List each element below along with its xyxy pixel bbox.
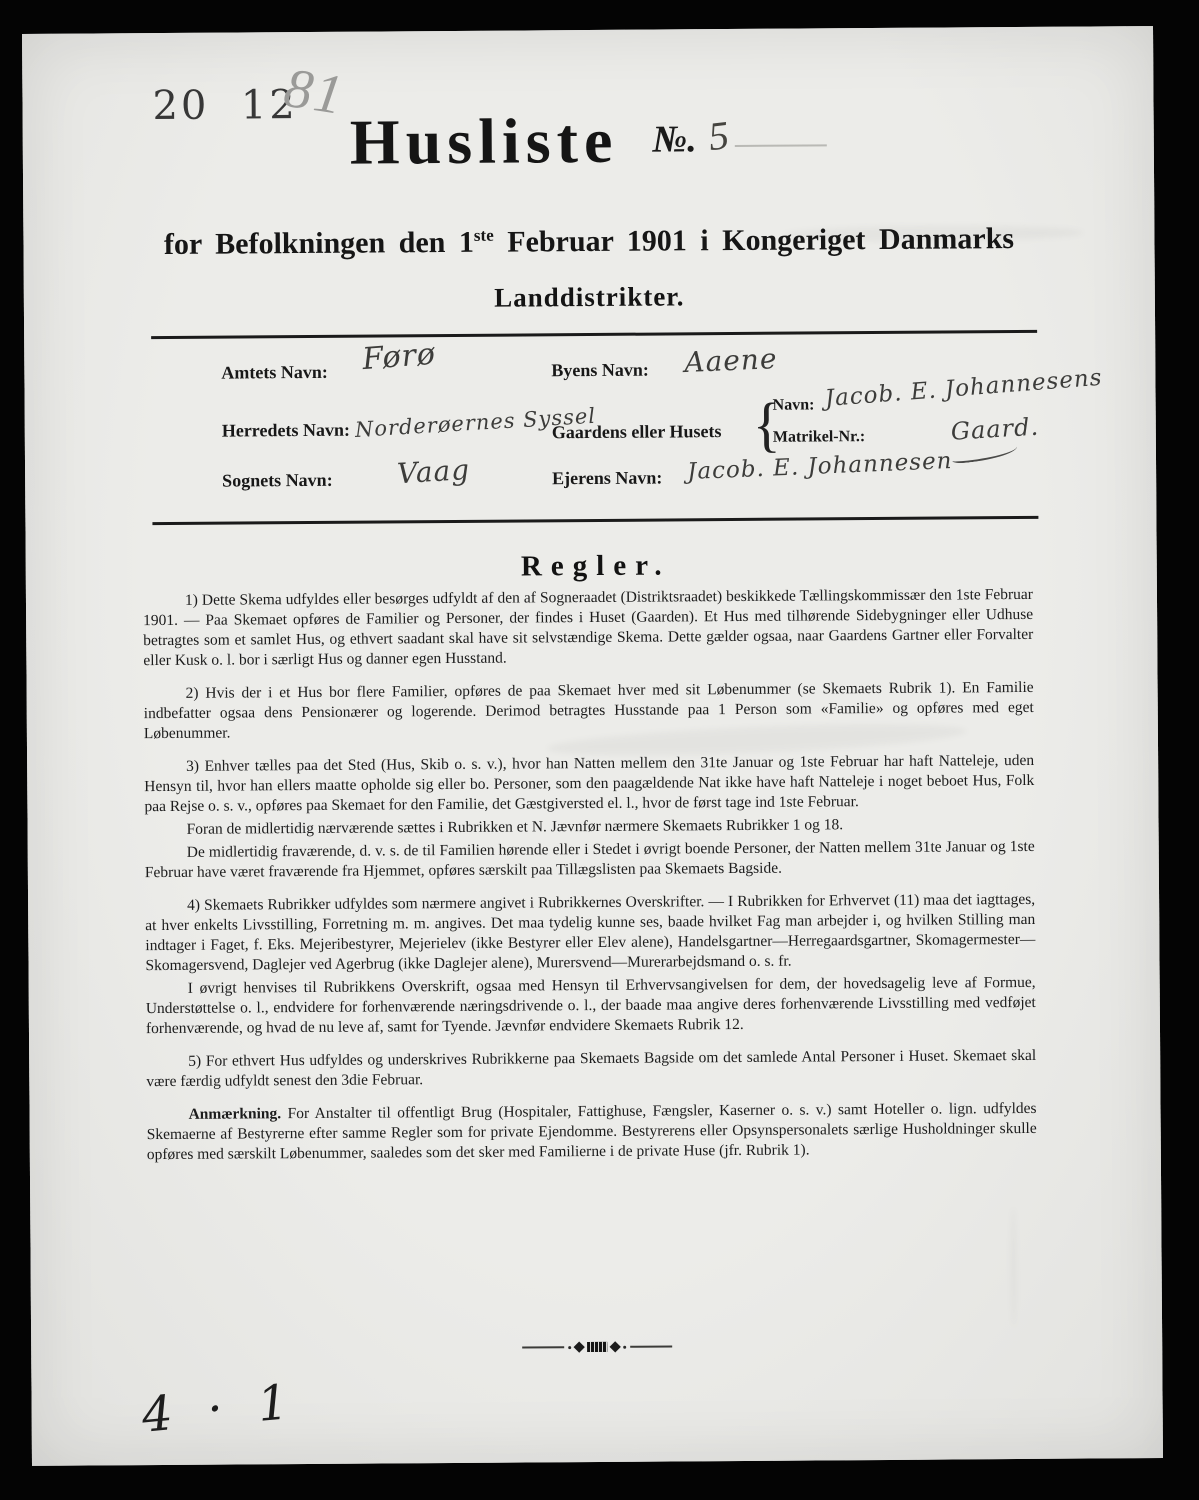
ejer-name-text: Jacob. E. Johannesen [686, 448, 953, 486]
rule-3: 3) Enhver tælles paa det Sted (Hus, Skib o. s. v.), hvor han Natten mellem den 31te Januar og 1ste Februar har haft Natteleje, uden Hensyn til, hvor han ellers maatte opholde sig eller bo. Personer, som den paagældende Nat ikke have haft Natteleje i noget beboet Hus, Folk paa Rejse o. s. v., opføres paa Skemaet for den Familie, det Gæstgiversted el. l., hvor de først tage ind 1ste Februar. [144, 751, 1035, 816]
ornament-dot [568, 1346, 571, 1349]
ornament-diamond [609, 1341, 620, 1352]
rule-4: 4) Skemaets Rubrikker udfyldes som nærmere angivet i Rubrikkernes Overskrifter. — I Rubrikken for Erhvervet (11) maa det iagttages, at hver enkelts Livsstilling, Forretning m. m. angives. Det maa tydelig kunne ses, baade hvilket Fag man arbejder i, og hvilken Stilling man indtager i Faget, f. Eks. Mejeribestyrer, Mejerielev (ikke Bestyrer eller Elev alene), Handelsgartner—Herregaardsgartner, Skomagermester—Skomagersvend, Daglejer ved Agerbrug (ikke Daglejer alene), Murersvend—Murerarbejdsmand o. s. fr. [145, 890, 1036, 975]
rule-2: 2) Hvis der i et Hus bor flere Familier, opføres de paa Skemaet hver med sit Løbenummer (se Skemaets Rubrik 1). En Familie indbefatter ogsaa dens Pensionærer og logerende. Derimod betragtes Husstande paa 1 Person som «Familie» og opføres med eget Løbenummer. [143, 678, 1034, 743]
rules-heading: Regler. [520, 549, 671, 583]
divider-rule-top [151, 330, 1037, 339]
amt-handwritten-value: Førø [361, 336, 438, 378]
page-title: Husliste [349, 104, 619, 178]
stamped-serial-number: 20 12 [152, 82, 298, 130]
number-sign: №. [652, 118, 697, 161]
amt-label: Amtets Navn: [221, 361, 328, 383]
rule-4-continuation: I øvrigt henvises til Rubrikkens Overskrift, ogsaa med Hensyn til Erhvervsangivelsen for dem, der hovedsagelig leve af Formue, Understøttelse o. l., endvidere for forhenværende næringsdrivende o. l., der baade maa angive deres forhenværende Livsstilling med vedføjet forhenværende, og hvad de nu leve af, samt for Tyende. Jævnfør endvidere Skemaets Rubrik 12. [145, 973, 1036, 1038]
herred-label: Herredets Navn: [221, 419, 350, 441]
sogn-handwritten-value: Vaag [396, 452, 471, 491]
handwritten-list-number: 5 [706, 112, 732, 160]
byen-label: Byens Navn: [551, 359, 649, 381]
gaard-navn-label: Navn: [772, 396, 815, 414]
divider-rule-bottom [152, 516, 1038, 525]
gaard-navn-handwritten-value: Jacob. E. Johannesens [823, 364, 1104, 413]
subtitle-pre: for Befolkningen den 1 [163, 225, 475, 261]
gaard-label: Gaardens eller Husets [551, 421, 722, 443]
ejer-label: Ejerens Navn: [552, 467, 663, 489]
remark-label: Anmærkning. [188, 1105, 282, 1123]
ornament-center-block [587, 1342, 607, 1352]
fold-line-smudge [1010, 1207, 1017, 1327]
herred-handwritten-value: Norderøernes Syssel [354, 403, 597, 442]
pen-flourish [952, 443, 1019, 464]
ornament-divider [31, 1338, 1162, 1356]
remark-text: For Anstalter til offentligt Brug (Hospitaler, Fattighuse, Fængsler, Kaserner o. s. v.) samt Hoteller o. lign. udfyldes Skemaerne af Bestyrerne efter samme Regler som for private Ejendomme. Bestyrerens eller Opsynspersonalets særlige Husholdninger skulle opføres med særskilt Løbenummer, saaledes som det sker med Familierne i de private Huse (jfr. Rubrik 1). [146, 1099, 1037, 1164]
paper-sheet [22, 26, 1163, 1466]
rule-3-continuation-b: De midlertidig fraværende, d. v. s. de til Familien hørende eller i Stedet i øvrigt boende Personer, der Natten mellem 31te Januar og 1ste Februar have været fraværende fra Hjemmet, opføres særskilt paa Tillægslisten paa Skemaets Bagside. [144, 837, 1035, 882]
pencil-page-note: 4 · 1 [139, 1373, 301, 1444]
gaard-navn-handwritten-value-line2: Gaard. [950, 412, 1040, 446]
subtitle-ordinal: ste [473, 225, 494, 245]
sogn-label: Sognets Navn: [222, 469, 333, 491]
ejer-handwritten-value [687, 445, 1019, 485]
rule-5: 5) For ethvert Hus udfyldes og underskrives Rubrikkerne paa Skemaets Bagside om det samlede Antal Personer i Huset. Skemaet skal være færdig udfyldt senest den 3die Februar. [146, 1046, 1037, 1091]
subtitle-post: Februar 1901 i Kongeriget Danmarks [493, 222, 1015, 259]
pencil-number: 81 [280, 56, 349, 128]
ornament-line-left [522, 1346, 564, 1348]
rule-3-continuation-a: Foran de midlertidig nærværende sættes i Rubrikken et N. Jævnfør nærmere Skemaets Rubrikker 1 og 18. [186, 816, 844, 838]
ornament-line-right [630, 1345, 672, 1347]
matrikel-label: Matrikel-Nr.: [772, 428, 866, 446]
rules-text-block [143, 585, 1037, 1165]
rule-1: 1) Dette Skema udfyldes eller besørges udfyldt af den af Sogneraadet (Distriktsraadet) beskikkede Tællingskommissær den 1ste Februar 1901. — Paa Skemaet opføres de Familier og Personer, der findes i Huset (Gaarden). Et Hus med tilhørende Sidebygninger eller Udhuse betragtes som et samlet Hus, og ethvert saadant skal have sit selvstændige Skema. Dette gælder ogsaa, naar Gaardens Gartner eller Forvalter eller Kusk o. l. bor i særligt Hus og danner egen Husstand. [143, 585, 1034, 670]
number-underline [735, 144, 827, 147]
ornament-dot [623, 1345, 626, 1348]
byen-handwritten-value: Aaene [683, 342, 779, 379]
region-heading: Landdistrikter. [494, 281, 685, 313]
ornament-diamond [573, 1341, 584, 1352]
remark-paragraph [146, 1099, 1036, 1165]
title-row [23, 100, 1154, 182]
brace-glyph: { [752, 390, 781, 459]
subtitle [23, 221, 1154, 263]
